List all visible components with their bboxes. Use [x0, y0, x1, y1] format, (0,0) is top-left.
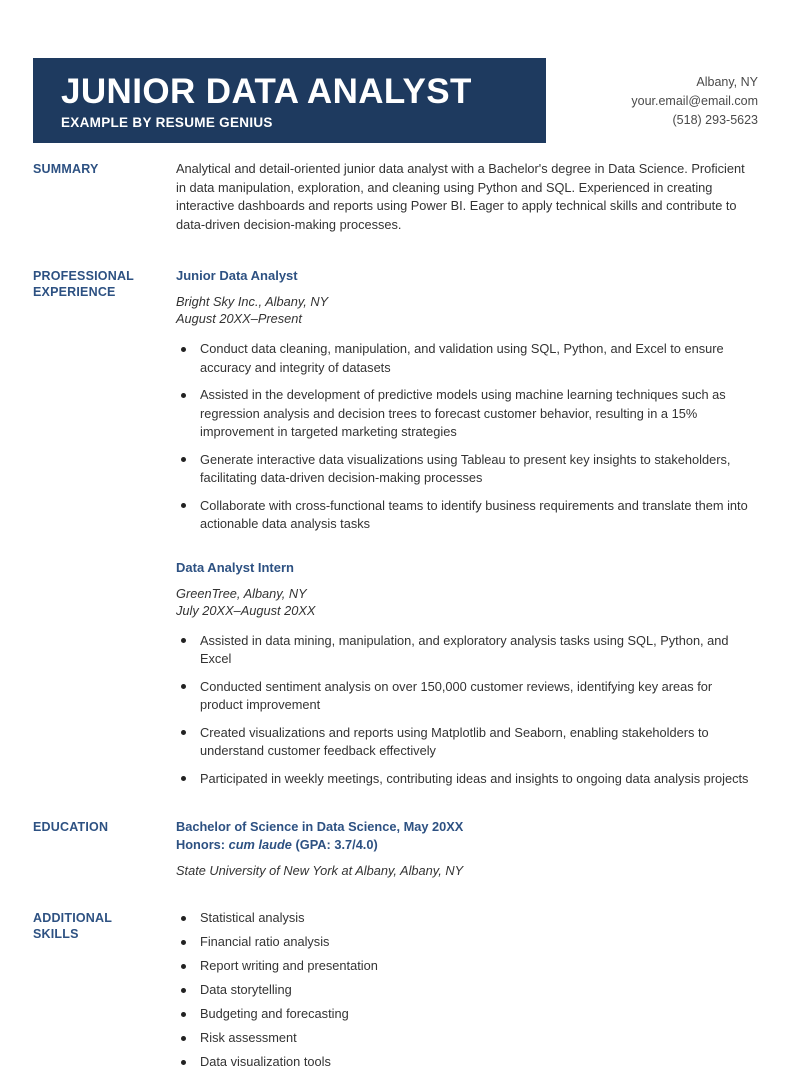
list-item: [176, 386, 758, 442]
section-label-experience-line1: PROFESSIONAL: [33, 269, 135, 283]
section-label-skills: [33, 909, 176, 942]
spacer: [33, 234, 758, 267]
job-title: Data Analyst Intern: [176, 559, 294, 575]
education-school: State University of New York at Albany, Albany, NY: [176, 863, 464, 878]
honors-distinction: cum laude: [228, 836, 292, 852]
list-item: [176, 340, 758, 377]
job-company: GreenTree, Albany, NY: [176, 585, 307, 601]
job-entry: [176, 267, 758, 534]
section-body-experience: [176, 267, 758, 788]
list-item: [176, 981, 758, 999]
list-item: [176, 1053, 758, 1071]
bullet-icon: [181, 347, 186, 352]
section-label-experience-line2: EXPERIENCE: [33, 285, 116, 299]
education-honors: [176, 836, 758, 854]
job-dates: July 20XX–August 20XX: [176, 602, 316, 618]
job-bullet-list: [176, 632, 758, 789]
bullet-text: Assisted in the development of predictive models using machine learning techniques such as regression analysis and decision trees to forecast customer behavior, resulting in a 15% improvement in targeted marketing strategies: [200, 387, 726, 439]
resume-content: [33, 160, 758, 1077]
skill-text: Data visualization tools: [200, 1054, 331, 1069]
section-label-experience: [33, 267, 176, 300]
bullet-icon: [181, 1012, 186, 1017]
section-body-skills: [176, 909, 758, 1077]
header-banner: [33, 58, 546, 143]
section-body-education: [176, 818, 758, 879]
bullet-text: Conduct data cleaning, manipulation, and validation using SQL, Python, and Excel to ensure accuracy and integrity of datasets: [200, 341, 724, 375]
skills-list: [176, 909, 758, 1071]
skill-text: Report writing and presentation: [200, 958, 378, 973]
list-item: [176, 678, 758, 715]
spacer: [33, 879, 758, 909]
candidate-name: JUNIOR DATA ANALYST: [61, 72, 472, 111]
bullet-icon: [181, 988, 186, 993]
spacer: [176, 534, 758, 559]
section-experience: [33, 267, 758, 788]
bullet-icon: [181, 503, 186, 508]
bullet-icon: [181, 1036, 186, 1041]
section-label-summary: SUMMARY: [33, 162, 99, 176]
skill-text: Financial ratio analysis: [200, 934, 330, 949]
bullet-icon: [181, 1060, 186, 1065]
bullet-icon: [181, 964, 186, 969]
section-body-summary: [176, 160, 758, 234]
job-company: Bright Sky Inc., Albany, NY: [176, 294, 329, 309]
job-entry: [176, 559, 758, 789]
list-item: [176, 933, 758, 951]
skill-text: Budgeting and forecasting: [200, 1006, 349, 1021]
list-item: [176, 451, 758, 488]
list-item: [176, 770, 758, 789]
bullet-icon: [181, 916, 186, 921]
section-education: [33, 818, 758, 879]
bullet-icon: [181, 776, 186, 781]
bullet-icon: [181, 393, 186, 398]
job-company-location: [176, 293, 758, 327]
skill-text: Statistical analysis: [200, 910, 305, 925]
skill-text: Data storytelling: [200, 982, 292, 997]
list-item: [176, 632, 758, 669]
contact-location: Albany, NY: [696, 75, 758, 89]
bullet-text: Participated in weekly meetings, contributing ideas and insights to ongoing data analysis projects: [200, 770, 749, 786]
list-item: [176, 957, 758, 975]
bullet-icon: [181, 684, 186, 689]
bullet-text: Created visualizations and reports using Matplotlib and Seaborn, enabling stakeholders to understand customer feedback effectively: [200, 724, 709, 758]
section-label-skills-line2: SKILLS: [33, 927, 79, 941]
contact-email[interactable]: your.email@email.com: [631, 94, 758, 108]
education-degree: Bachelor of Science in Data Science, May 20XX: [176, 819, 464, 834]
bullet-icon: [181, 638, 186, 643]
section-label-skills-line1: ADDITIONAL: [33, 911, 113, 925]
bullet-icon: [181, 940, 186, 945]
section-label-education: EDUCATION: [33, 820, 109, 834]
contact-block: [631, 73, 758, 130]
bullet-icon: [181, 730, 186, 735]
list-item: [176, 909, 758, 927]
job-bullet-list: [176, 340, 758, 534]
list-item: [176, 497, 758, 534]
list-item: [176, 724, 758, 761]
job-dates: August 20XX–Present: [176, 311, 302, 326]
bullet-text: Generate interactive data visualizations using Tableau to present key insights to stakeholders, facilitating data-driven decision-making processes: [200, 451, 731, 485]
bullet-text: Assisted in data mining, manipulation, and exploratory analysis tasks using SQL, Python, and Excel: [200, 632, 729, 666]
summary-text: Analytical and detail-oriented junior data analyst with a Bachelor's degree in Data Science. Proficient in data manipulation, exploration, and cleaning using Python and SQL. Experienced in creating interactive dashboards and reports using Power BI. Eager to apply technical skills and contribute to data-driven decision-making processes.: [176, 161, 745, 232]
skill-text: Risk assessment: [200, 1030, 297, 1045]
list-item: [176, 1005, 758, 1023]
bullet-icon: [181, 457, 186, 462]
section-summary: [33, 160, 758, 234]
list-item: [176, 1029, 758, 1047]
job-title: Junior Data Analyst: [176, 268, 298, 283]
bullet-text: Collaborate with cross-functional teams to identify business requirements and translate them into actionable data analysis tasks: [200, 497, 748, 531]
spacer: [33, 788, 758, 818]
honors-prefix: Honors:: [176, 836, 226, 852]
header-subtitle: EXAMPLE BY RESUME GENIUS: [61, 115, 273, 130]
honors-gpa: (GPA: 3.7/4.0): [295, 836, 378, 852]
bullet-text: Conducted sentiment analysis on over 150,000 customer reviews, identifying key areas for product improvement: [200, 678, 713, 712]
section-skills: [33, 909, 758, 1077]
contact-phone[interactable]: (518) 293-5623: [672, 113, 758, 127]
job-company-location: [176, 585, 758, 619]
